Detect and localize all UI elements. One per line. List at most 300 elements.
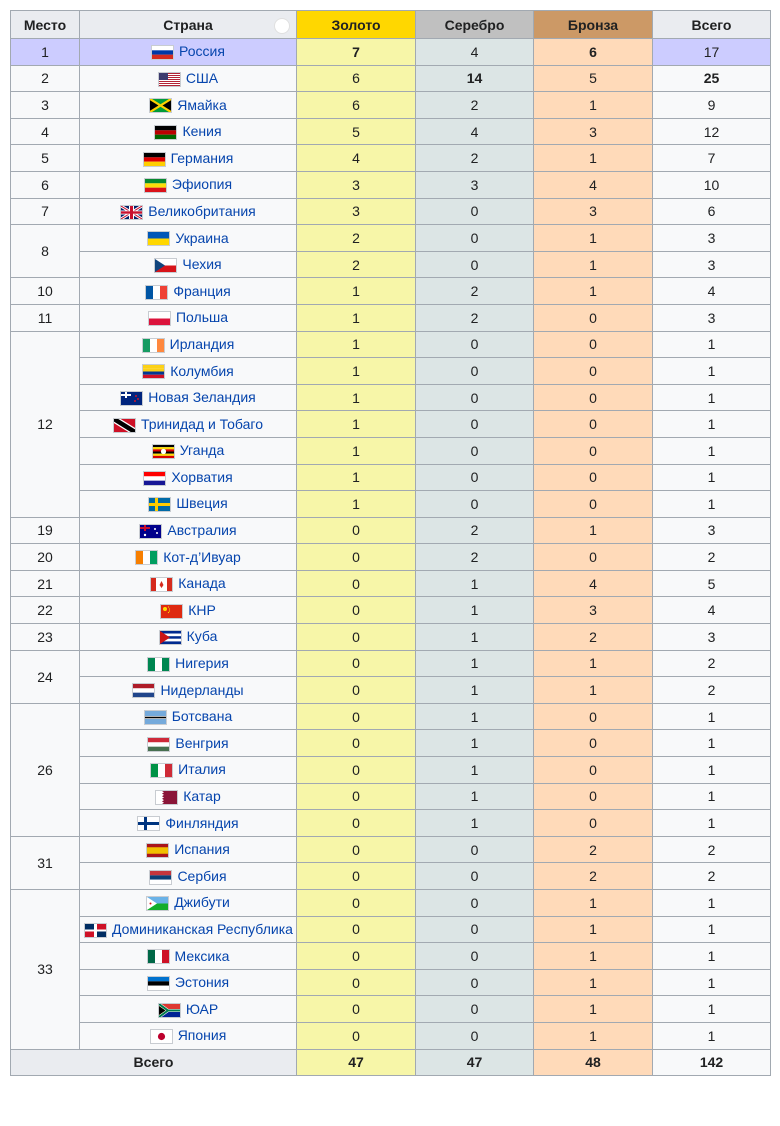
gold-cell: 1: [297, 437, 416, 464]
total-cell: 1: [653, 890, 771, 917]
flag-icon: [159, 630, 182, 645]
table-row: [11, 39, 771, 66]
silver-cell: 0: [416, 225, 534, 252]
flag-icon: [145, 285, 168, 300]
country-link[interactable]: Куба: [186, 628, 218, 645]
flag-icon: [144, 178, 167, 193]
country-cell: [80, 65, 297, 92]
gold-cell: 7: [297, 39, 416, 66]
place-cell: 20: [11, 544, 80, 571]
total-cell: 10: [653, 171, 771, 198]
total-cell: 1: [653, 996, 771, 1023]
flag-icon: [146, 896, 169, 911]
country-link[interactable]: Великобритания: [148, 202, 256, 219]
country-cell: [80, 783, 297, 810]
table-row: [11, 304, 771, 331]
bronze-cell: 1: [534, 916, 653, 943]
flag-icon: [154, 125, 177, 140]
gold-cell: 1: [297, 491, 416, 518]
medal-table: [10, 10, 771, 1076]
gold-cell: 0: [297, 783, 416, 810]
table-row: [11, 411, 771, 438]
country-link[interactable]: США: [185, 69, 219, 86]
total-cell: 1: [653, 464, 771, 491]
flag-icon: [147, 737, 170, 752]
total-cell: 2: [653, 863, 771, 890]
header-country-label: Страна: [163, 16, 213, 33]
gold-cell: 0: [297, 624, 416, 651]
table-row: [11, 171, 771, 198]
gold-cell: 1: [297, 358, 416, 385]
total-cell: 2: [653, 836, 771, 863]
silver-cell: 2: [416, 544, 534, 571]
country-link[interactable]: Австралия: [167, 522, 237, 539]
table-row: [11, 890, 771, 917]
silver-cell: 1: [416, 810, 534, 837]
place-cell: 3: [11, 92, 80, 119]
country-link[interactable]: Катар: [183, 788, 221, 805]
country-link[interactable]: Франция: [173, 282, 231, 299]
flag-icon: [150, 1029, 173, 1044]
total-cell: 3: [653, 624, 771, 651]
total-cell: 1: [653, 730, 771, 757]
gold-cell: 0: [297, 943, 416, 970]
silver-cell: 0: [416, 411, 534, 438]
total-cell: 1: [653, 703, 771, 730]
flag-icon: [135, 550, 158, 565]
country-cell: [80, 757, 297, 784]
silver-cell: 2: [416, 517, 534, 544]
bronze-cell: 3: [534, 597, 653, 624]
table-row: [11, 251, 771, 278]
country-cell: [80, 650, 297, 677]
silver-cell: 1: [416, 597, 534, 624]
gold-cell: 0: [297, 517, 416, 544]
table-row: [11, 863, 771, 890]
bronze-cell: 3: [534, 198, 653, 225]
total-cell: 1: [653, 969, 771, 996]
total-cell: 1: [653, 916, 771, 943]
table-row: [11, 464, 771, 491]
country-link[interactable]: Нидерланды: [160, 681, 244, 698]
gold-cell: 4: [297, 145, 416, 172]
table-row: [11, 650, 771, 677]
silver-cell: 0: [416, 384, 534, 411]
place-cell: 22: [11, 597, 80, 624]
gold-cell: 2: [297, 225, 416, 252]
flag-icon: [155, 790, 178, 805]
table-row: [11, 517, 771, 544]
header-bronze[interactable]: Бронза: [534, 11, 653, 39]
total-cell: 5: [653, 570, 771, 597]
country-link[interactable]: Эстония: [174, 974, 230, 991]
bronze-cell: 2: [534, 624, 653, 651]
flag-icon: [142, 364, 165, 379]
country-cell: [80, 145, 297, 172]
country-cell: [80, 544, 297, 571]
gold-cell: 1: [297, 278, 416, 305]
bronze-cell: 1: [534, 251, 653, 278]
country-cell: [80, 411, 297, 438]
total-cell: 2: [653, 544, 771, 571]
country-cell: [80, 996, 297, 1023]
country-cell: [80, 836, 297, 863]
country-link[interactable]: Ботсвана: [171, 708, 233, 725]
bronze-cell: 0: [534, 730, 653, 757]
gold-cell: 6: [297, 65, 416, 92]
silver-cell: 0: [416, 836, 534, 863]
silver-cell: 1: [416, 677, 534, 704]
gold-cell: 0: [297, 890, 416, 917]
silver-cell: 4: [416, 39, 534, 66]
gold-cell: 0: [297, 916, 416, 943]
silver-cell: 0: [416, 464, 534, 491]
bronze-cell: 0: [534, 464, 653, 491]
country-link[interactable]: Украина: [175, 229, 229, 246]
bronze-cell: 3: [534, 118, 653, 145]
country-link[interactable]: Мексика: [174, 947, 230, 964]
silver-cell: 1: [416, 570, 534, 597]
flag-icon: [113, 418, 136, 433]
silver-cell: 0: [416, 251, 534, 278]
silver-cell: 2: [416, 304, 534, 331]
gold-cell: 0: [297, 836, 416, 863]
place-cell: 23: [11, 624, 80, 651]
silver-cell: 0: [416, 943, 534, 970]
total-cell: 6: [653, 198, 771, 225]
gold-cell: 0: [297, 730, 416, 757]
country-cell: [80, 384, 297, 411]
total-cell: 1: [653, 437, 771, 464]
bronze-cell: 1: [534, 225, 653, 252]
flag-icon: [149, 98, 172, 113]
country-cell: [80, 464, 297, 491]
flag-icon: [160, 604, 183, 619]
table-row: [11, 491, 771, 518]
flag-icon: [139, 524, 162, 539]
bronze-cell: 1: [534, 943, 653, 970]
header-gold[interactable]: Золото: [297, 11, 416, 39]
total-cell: 4: [653, 278, 771, 305]
header-row: [11, 11, 771, 39]
silver-cell: 1: [416, 650, 534, 677]
country-link[interactable]: Венгрия: [175, 734, 229, 751]
silver-cell: 14: [416, 65, 534, 92]
gold-cell: 0: [297, 863, 416, 890]
total-cell: 1: [653, 1022, 771, 1049]
gold-cell: 5: [297, 118, 416, 145]
total-cell: 2: [653, 650, 771, 677]
total-cell: 1: [653, 384, 771, 411]
flag-icon: [147, 657, 170, 672]
country-link[interactable]: Германия: [170, 149, 234, 166]
bronze-cell: 0: [534, 491, 653, 518]
totals-row: [11, 1049, 771, 1076]
header-place[interactable]: Место: [11, 11, 80, 39]
flag-icon: [147, 949, 170, 964]
table-row: [11, 916, 771, 943]
place-cell: 12: [11, 331, 80, 517]
country-cell: [80, 597, 297, 624]
totals-bronze: 48: [534, 1049, 653, 1076]
bronze-cell: 2: [534, 863, 653, 890]
silver-cell: 0: [416, 996, 534, 1023]
country-cell: [80, 1022, 297, 1049]
country-cell: [80, 358, 297, 385]
country-cell: [80, 570, 297, 597]
table-row: [11, 757, 771, 784]
table-row: [11, 836, 771, 863]
country-link[interactable]: Доминиканская Республика: [112, 920, 293, 937]
place-cell: 6: [11, 171, 80, 198]
table-row: [11, 570, 771, 597]
bronze-cell: 1: [534, 92, 653, 119]
country-cell: [80, 517, 297, 544]
bronze-cell: 6: [534, 39, 653, 66]
place-cell: 19: [11, 517, 80, 544]
country-cell: [80, 278, 297, 305]
table-row: [11, 198, 771, 225]
total-cell: 17: [653, 39, 771, 66]
bronze-cell: 0: [534, 703, 653, 730]
silver-cell: 2: [416, 92, 534, 119]
country-cell: [80, 491, 297, 518]
table-row: [11, 703, 771, 730]
sort-icon[interactable]: [274, 18, 290, 34]
flag-icon: [137, 816, 160, 831]
table-row: [11, 810, 771, 837]
gold-cell: 0: [297, 570, 416, 597]
table-row: [11, 92, 771, 119]
silver-cell: 0: [416, 916, 534, 943]
table-row: [11, 331, 771, 358]
country-link[interactable]: Уганда: [179, 442, 225, 459]
bronze-cell: 1: [534, 1022, 653, 1049]
country-cell: [80, 92, 297, 119]
country-link[interactable]: Хорватия: [171, 468, 233, 485]
bronze-cell: 1: [534, 650, 653, 677]
country-link[interactable]: Польша: [175, 309, 229, 326]
silver-cell: 0: [416, 331, 534, 358]
header-silver[interactable]: Серебро: [416, 11, 534, 39]
bronze-cell: 0: [534, 384, 653, 411]
silver-cell: 0: [416, 863, 534, 890]
country-cell: [80, 943, 297, 970]
flag-icon: [150, 763, 173, 778]
country-cell: [80, 437, 297, 464]
total-cell: 1: [653, 358, 771, 385]
bronze-cell: 0: [534, 810, 653, 837]
country-link[interactable]: Чехия: [182, 256, 222, 273]
bronze-cell: 1: [534, 969, 653, 996]
flag-icon: [147, 231, 170, 246]
table-row: [11, 65, 771, 92]
country-link[interactable]: Колумбия: [170, 362, 234, 379]
place-cell: 10: [11, 278, 80, 305]
bronze-cell: 1: [534, 677, 653, 704]
total-cell: 3: [653, 304, 771, 331]
place-cell: 8: [11, 225, 80, 278]
flag-icon: [147, 976, 170, 991]
flag-icon: [152, 444, 175, 459]
flag-icon: [143, 152, 166, 167]
total-cell: 9: [653, 92, 771, 119]
country-cell: [80, 969, 297, 996]
country-cell: [80, 624, 297, 651]
country-cell: [80, 810, 297, 837]
totals-total: 142: [653, 1049, 771, 1076]
total-cell: 3: [653, 225, 771, 252]
silver-cell: 1: [416, 703, 534, 730]
place-cell: 7: [11, 198, 80, 225]
country-link[interactable]: Джибути: [174, 894, 230, 911]
table-row: [11, 437, 771, 464]
flag-icon: [158, 1003, 181, 1018]
totals-gold: 47: [297, 1049, 416, 1076]
total-cell: 1: [653, 331, 771, 358]
bronze-cell: 0: [534, 437, 653, 464]
medal-table-body: [11, 39, 771, 1050]
bronze-cell: 0: [534, 304, 653, 331]
country-link[interactable]: Япония: [177, 1027, 227, 1044]
flag-icon: [120, 391, 143, 406]
table-row: [11, 544, 771, 571]
country-link[interactable]: Эфиопия: [171, 176, 233, 193]
silver-cell: 0: [416, 198, 534, 225]
gold-cell: 1: [297, 464, 416, 491]
silver-cell: 1: [416, 730, 534, 757]
country-link[interactable]: Новая Зеландия: [148, 389, 256, 406]
bronze-cell: 0: [534, 544, 653, 571]
table-row: [11, 996, 771, 1023]
country-cell: [80, 118, 297, 145]
table-row: [11, 969, 771, 996]
header-country[interactable]: [80, 11, 297, 39]
table-row: [11, 225, 771, 252]
country-link[interactable]: Кения: [182, 123, 222, 140]
bronze-cell: 1: [534, 996, 653, 1023]
total-cell: 1: [653, 757, 771, 784]
place-cell: 31: [11, 836, 80, 889]
table-row: [11, 783, 771, 810]
country-link[interactable]: Ямайка: [177, 96, 227, 113]
silver-cell: 0: [416, 969, 534, 996]
flag-icon: [154, 258, 177, 273]
bronze-cell: 4: [534, 171, 653, 198]
country-link[interactable]: Ирландия: [169, 335, 235, 352]
silver-cell: 0: [416, 358, 534, 385]
gold-cell: 0: [297, 544, 416, 571]
total-cell: 3: [653, 517, 771, 544]
country-link[interactable]: Канада: [178, 575, 226, 592]
total-cell: 1: [653, 491, 771, 518]
country-link[interactable]: Нигерия: [175, 655, 229, 672]
flag-icon: [148, 497, 171, 512]
country-cell: [80, 677, 297, 704]
country-link[interactable]: КНР: [188, 601, 216, 618]
gold-cell: 0: [297, 650, 416, 677]
country-link[interactable]: ЮАР: [185, 1000, 219, 1017]
silver-cell: 2: [416, 145, 534, 172]
table-row: [11, 278, 771, 305]
gold-cell: 0: [297, 969, 416, 996]
gold-cell: 0: [297, 703, 416, 730]
bronze-cell: 0: [534, 783, 653, 810]
country-link[interactable]: Кот-д’Ивуар: [163, 548, 241, 565]
flag-icon: [148, 311, 171, 326]
country-cell: [80, 331, 297, 358]
bronze-cell: 1: [534, 278, 653, 305]
bronze-cell: 0: [534, 757, 653, 784]
totals-label: Всего: [11, 1049, 297, 1076]
total-cell: 2: [653, 677, 771, 704]
country-cell: [80, 171, 297, 198]
bronze-cell: 1: [534, 890, 653, 917]
bronze-cell: 1: [534, 145, 653, 172]
total-cell: 1: [653, 411, 771, 438]
silver-cell: 2: [416, 278, 534, 305]
table-row: [11, 358, 771, 385]
flag-icon: [146, 843, 169, 858]
gold-cell: 3: [297, 171, 416, 198]
country-link[interactable]: Италия: [178, 761, 226, 778]
bronze-cell: 0: [534, 411, 653, 438]
total-cell: 3: [653, 251, 771, 278]
header-total[interactable]: Всего: [653, 11, 771, 39]
country-cell: [80, 198, 297, 225]
flag-icon: [142, 338, 165, 353]
place-cell: 1: [11, 39, 80, 66]
place-cell: 21: [11, 570, 80, 597]
place-cell: 4: [11, 118, 80, 145]
silver-cell: 0: [416, 1022, 534, 1049]
flag-icon: [144, 710, 167, 725]
country-link[interactable]: Финляндия: [165, 814, 239, 831]
totals-silver: 47: [416, 1049, 534, 1076]
country-link[interactable]: Тринидад и Тобаго: [141, 415, 263, 432]
country-cell: [80, 39, 297, 66]
gold-cell: 0: [297, 757, 416, 784]
country-cell: [80, 304, 297, 331]
country-link[interactable]: Швеция: [176, 495, 228, 512]
table-row: [11, 145, 771, 172]
flag-icon: [143, 471, 166, 486]
bronze-cell: 4: [534, 570, 653, 597]
silver-cell: 4: [416, 118, 534, 145]
gold-cell: 1: [297, 384, 416, 411]
place-cell: 2: [11, 65, 80, 92]
table-row: [11, 1022, 771, 1049]
country-link[interactable]: Россия: [179, 43, 225, 60]
total-cell: 1: [653, 943, 771, 970]
country-link[interactable]: Испания: [174, 841, 230, 858]
gold-cell: 0: [297, 810, 416, 837]
table-row: [11, 730, 771, 757]
gold-cell: 6: [297, 92, 416, 119]
total-cell: 1: [653, 810, 771, 837]
place-cell: 11: [11, 304, 80, 331]
silver-cell: 1: [416, 783, 534, 810]
gold-cell: 1: [297, 331, 416, 358]
country-cell: [80, 863, 297, 890]
total-cell: 1: [653, 783, 771, 810]
country-link[interactable]: Сербия: [177, 867, 227, 884]
place-cell: 5: [11, 145, 80, 172]
country-cell: [80, 703, 297, 730]
silver-cell: 0: [416, 890, 534, 917]
table-row: [11, 384, 771, 411]
bronze-cell: 5: [534, 65, 653, 92]
